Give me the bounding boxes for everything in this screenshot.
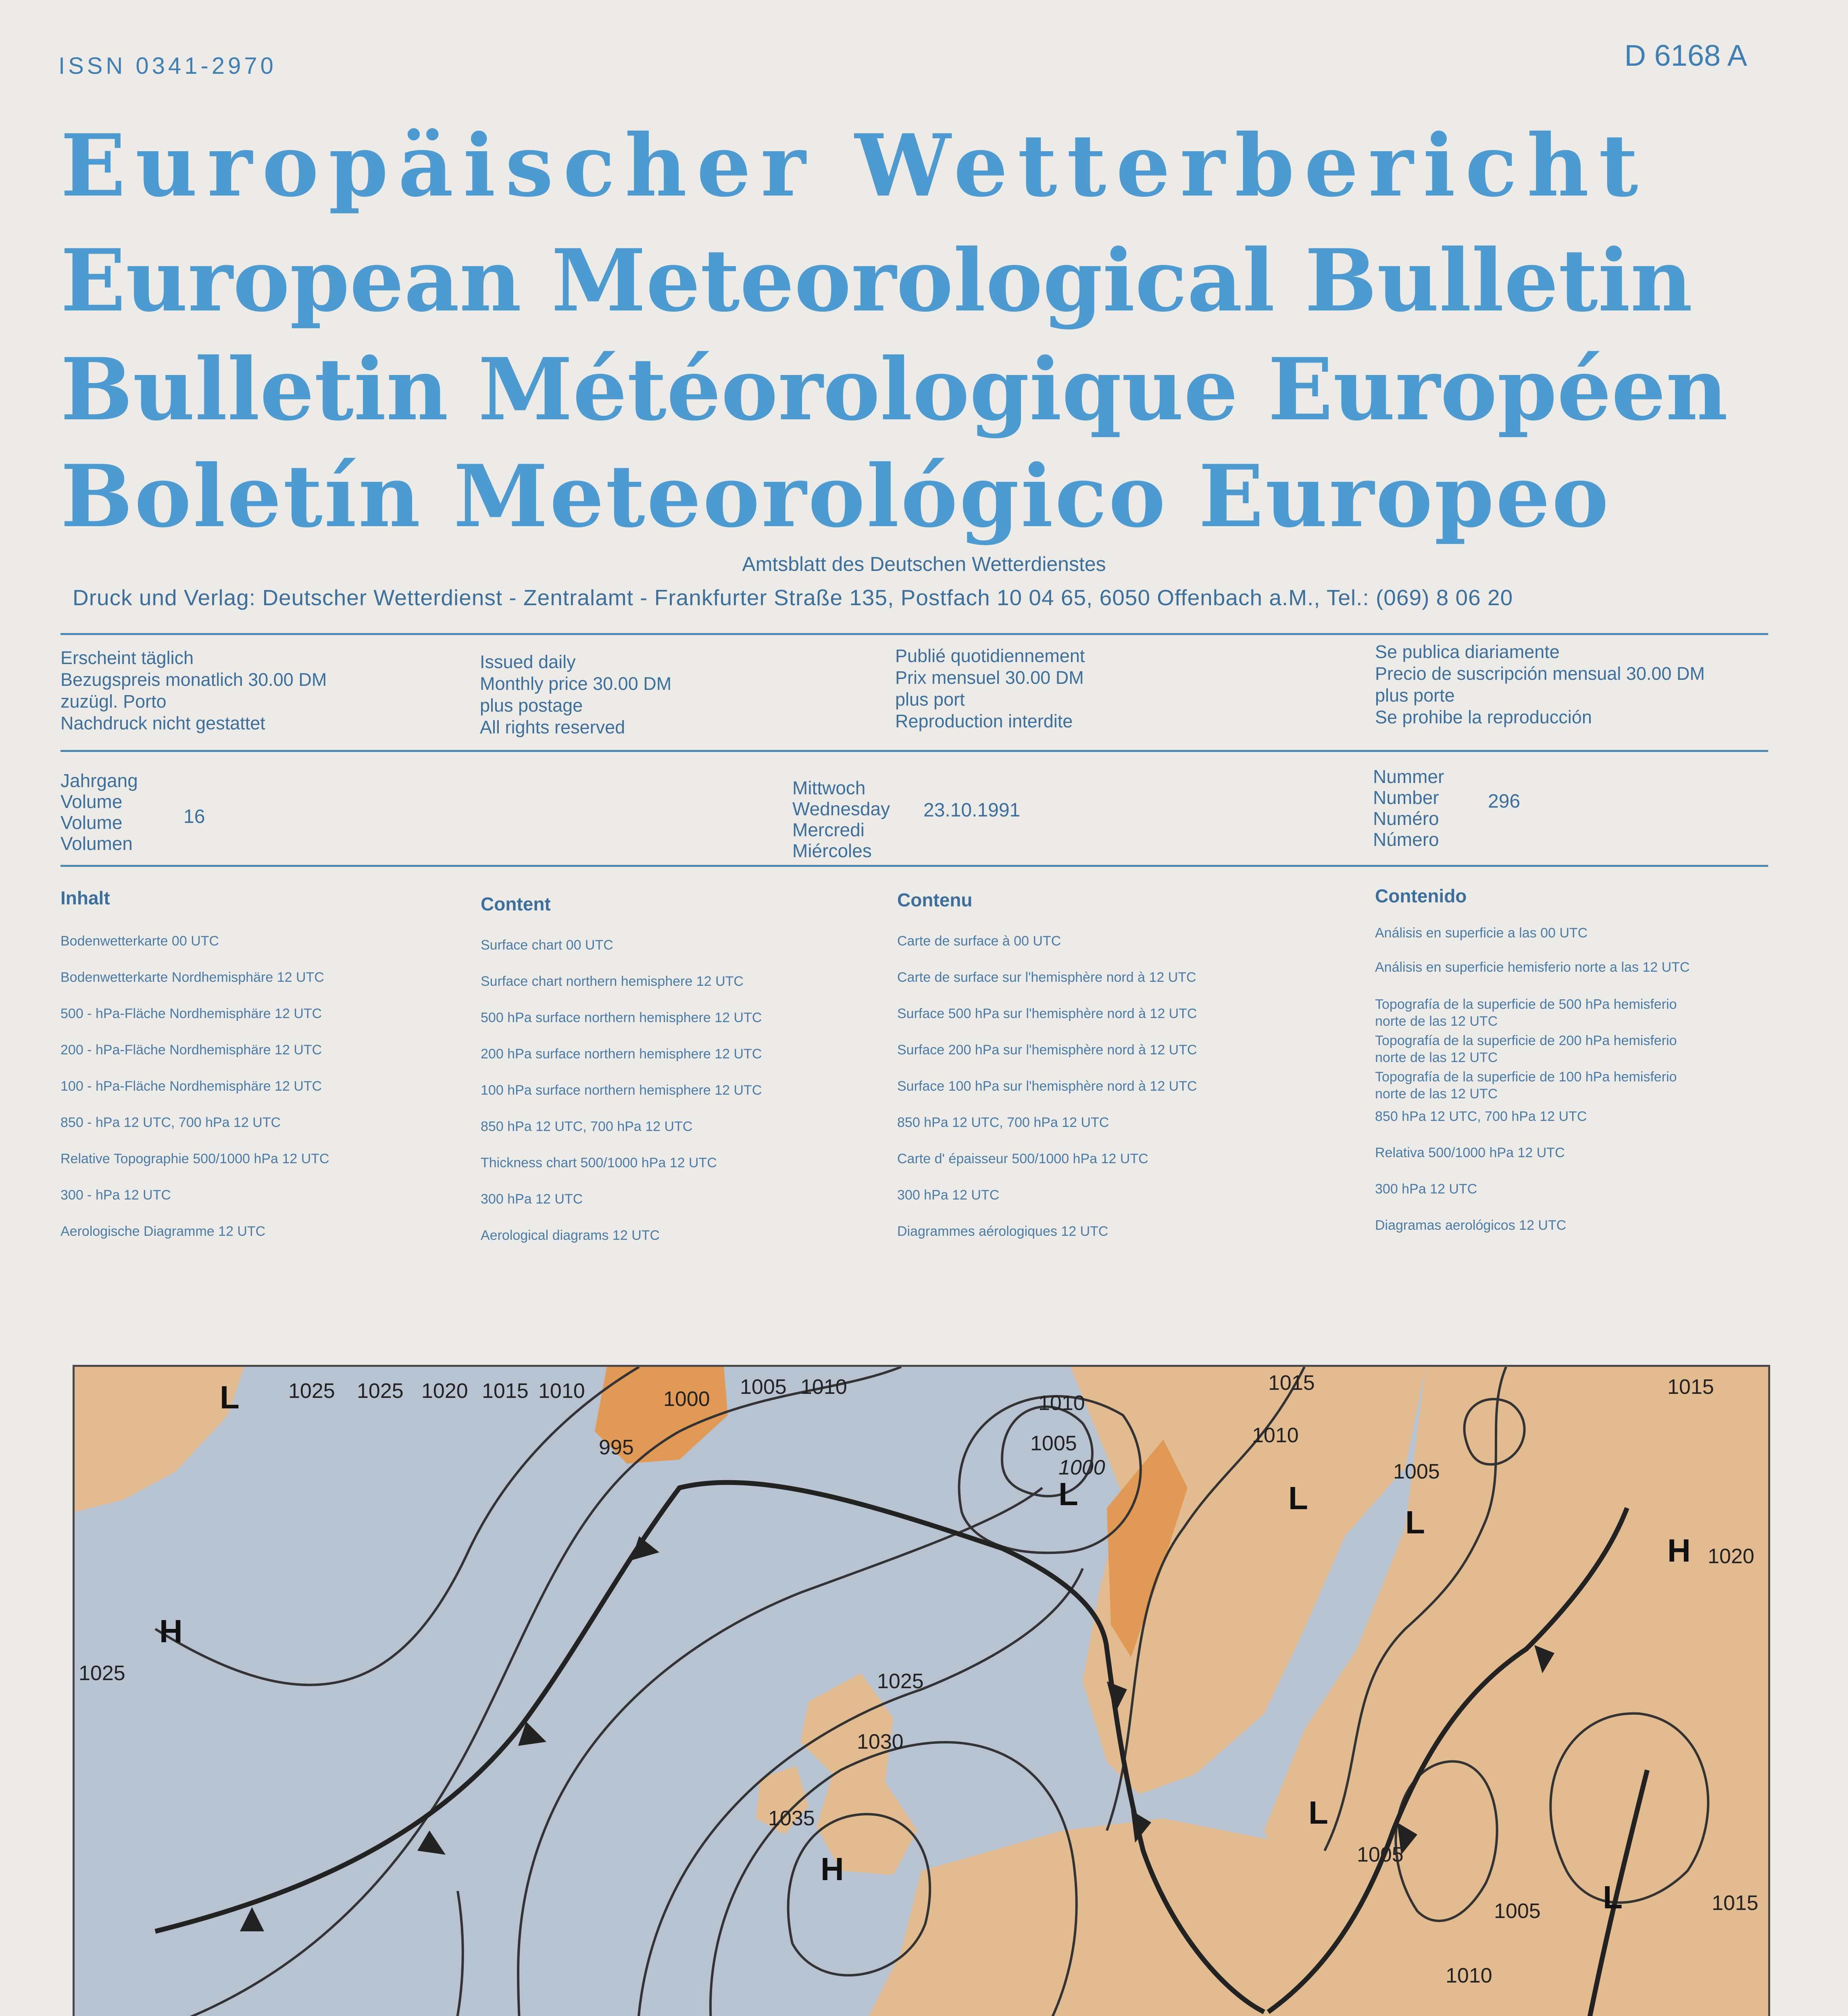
low-pressure-center: L <box>1288 1480 1308 1516</box>
toc-item: Carte de surface à 00 UTC <box>897 933 1061 949</box>
subscription-line: plus port <box>895 689 965 710</box>
day-label: Wednesday <box>792 798 890 819</box>
volume-label: Volume <box>60 791 123 812</box>
toc-item: Bodenwetterkarte Nordhemisphäre 12 UTC <box>60 970 324 985</box>
toc-item: 300 - hPa 12 UTC <box>60 1187 171 1203</box>
subscription-line: Se prohibe la reproducción <box>1375 707 1592 727</box>
isobar-label: 1000 <box>1058 1456 1105 1479</box>
contents-heading: Contenu <box>897 889 973 910</box>
toc-item: Relative Topographie 500/1000 hPa 12 UTC <box>60 1151 329 1166</box>
isobar-label: 1015 <box>1268 1371 1315 1395</box>
toc-item: 100 - hPa-Fläche Nordhemisphäre 12 UTC <box>60 1079 322 1094</box>
number-label: Number <box>1373 787 1439 808</box>
isobar-label: 1035 <box>768 1807 815 1830</box>
isobar-label: 1025 <box>79 1662 125 1685</box>
subscription-line: Nachdruck nicht gestattet <box>60 713 265 733</box>
amtsblatt-line: Amtsblatt des Deutschen Wetterdienstes <box>742 553 1106 575</box>
subscription-line: Precio de suscripción mensual 30.00 DM <box>1375 663 1705 684</box>
subscription-line: Bezugspreis monatlich 30.00 DM <box>60 669 327 690</box>
isobar-label: 1025 <box>357 1379 404 1403</box>
contents-heading: Contenido <box>1375 885 1467 906</box>
isobar-label: 1005 <box>1494 1899 1541 1923</box>
toc-item: Surface 100 hPa sur l'hemisphère nord à 12 UTC <box>897 1079 1197 1094</box>
subscription-fr <box>895 645 1085 732</box>
toc-item: Relativa 500/1000 hPa 12 UTC <box>1375 1145 1565 1160</box>
isobar-label: 1015 <box>1712 1891 1758 1915</box>
volume-value: 16 <box>183 806 205 827</box>
low-pressure-center: L <box>1603 1879 1623 1915</box>
isobar-label: 1025 <box>288 1379 335 1403</box>
title-spanish: Boletín Meteorológico Europeo <box>60 446 1610 546</box>
title-french: Bulletin Météorologique Européen <box>60 339 1728 439</box>
day-label: Mittwoch <box>792 777 866 798</box>
toc-item: 100 hPa surface northern hemisphere 12 UTC <box>481 1083 762 1098</box>
toc-item: 200 hPa surface northern hemisphere 12 UTC <box>481 1046 762 1062</box>
surface-chart-map <box>73 1365 1770 2016</box>
contents-heading: Content <box>481 893 551 914</box>
high-pressure-center: H <box>159 1613 183 1649</box>
divider <box>60 865 1768 867</box>
subscription-line: Issued daily <box>480 652 576 672</box>
isobar-label: 1005 <box>1393 1460 1440 1483</box>
subscription-line: zuzügl. Porto <box>60 691 167 712</box>
document-number: D 6168 A <box>1624 39 1747 72</box>
subscription-line: plus postage <box>480 695 583 716</box>
day-label: Mercredi <box>792 819 865 840</box>
subscription-line: Publié quotidiennement <box>895 646 1085 666</box>
contents-es <box>1375 885 1690 1233</box>
toc-item: 300 hPa 12 UTC <box>481 1191 583 1207</box>
isobar-label: 1015 <box>482 1379 529 1403</box>
low-pressure-center: L <box>220 1379 240 1415</box>
toc-item: Topografía de la superficie de 200 hPa hemisferio norte de las 12 UTC <box>1375 1033 1677 1065</box>
issue-date: 23.10.1991 <box>923 800 1021 821</box>
toc-item: Aerological diagrams 12 UTC <box>481 1228 660 1243</box>
toc-item: Surface 500 hPa sur l'hemisphère nord à 12 UTC <box>897 1006 1197 1021</box>
subscription-line: plus porte <box>1375 685 1455 706</box>
isobar-label: 1025 <box>877 1670 924 1693</box>
isobar-label: 1005 <box>1357 1843 1404 1866</box>
subscription-es <box>1375 641 1705 728</box>
contents-de <box>60 887 329 1239</box>
toc-item: 850 hPa 12 UTC, 700 hPa 12 UTC <box>1375 1109 1587 1124</box>
subscription-line: Erscheint täglich <box>60 648 194 668</box>
toc-item: 500 - hPa-Fläche Nordhemisphäre 12 UTC <box>60 1006 322 1021</box>
toc-item: Análisis en superficie hemisferio norte a las 12 UTC <box>1375 960 1690 975</box>
isobar-label: 1000 <box>663 1387 710 1411</box>
isobar-label: 1010 <box>1446 1964 1492 1987</box>
volume-label: Volume <box>60 812 123 833</box>
subscription-line: All rights reserved <box>480 717 625 737</box>
toc-item: Bodenwetterkarte 00 UTC <box>60 933 219 949</box>
number-label: Número <box>1373 829 1439 850</box>
contents-en <box>481 893 762 1243</box>
volume-label: Jahrgang <box>60 770 138 791</box>
toc-item: Carte d' épaisseur 500/1000 hPa 12 UTC <box>897 1151 1148 1166</box>
toc-item: Thickness chart 500/1000 hPa 12 UTC <box>481 1155 717 1170</box>
subscription-line: Prix mensuel 30.00 DM <box>895 667 1084 688</box>
toc-item: Surface chart northern hemisphere 12 UTC <box>481 974 744 989</box>
toc-item: 850 hPa 12 UTC, 700 hPa 12 UTC <box>481 1119 693 1134</box>
toc-item: 300 hPa 12 UTC <box>897 1187 1000 1203</box>
toc-item: Surface 200 hPa sur l'hemisphère nord à 12 UTC <box>897 1042 1197 1058</box>
high-pressure-center: H <box>821 1851 844 1887</box>
subscription-de <box>60 647 327 734</box>
divider <box>60 750 1768 752</box>
toc-item: Topografía de la superficie de 500 hPa hemisferio norte de las 12 UTC <box>1375 997 1677 1029</box>
contents-heading: Inhalt <box>60 887 110 908</box>
divider <box>60 633 1768 635</box>
isobar-label: 1015 <box>1667 1375 1714 1399</box>
isobar-label: 1005 <box>1030 1432 1077 1455</box>
low-pressure-center: L <box>1058 1476 1078 1512</box>
subscription-en <box>480 651 671 738</box>
isobar-label: 1010 <box>800 1375 847 1399</box>
high-pressure-center: H <box>1667 1533 1691 1568</box>
number-label: Numéro <box>1373 808 1439 829</box>
toc-item: Diagrammes aérologiques 12 UTC <box>897 1224 1108 1239</box>
isobar-label: 1030 <box>857 1730 904 1754</box>
toc-item: 300 hPa 12 UTC <box>1375 1181 1477 1197</box>
number-label: Nummer <box>1373 766 1444 787</box>
title-german: Europäischer Wetterbericht <box>60 115 1648 216</box>
issn-number: ISSN 0341-2970 <box>58 53 277 79</box>
toc-item: Surface chart 00 UTC <box>481 937 613 953</box>
publisher-line: Druck und Verlag: Deutscher Wetterdienst - Zentralamt - Frankfurter Straße 135, Postfach 10 04 65, 6050 Offenbach a.M., Tel.: (069) 8 06 20 <box>73 585 1513 610</box>
volume-label: Volumen <box>60 833 133 854</box>
isobar-label: 1020 <box>421 1379 468 1403</box>
toc-item: Topografía de la superficie de 100 hPa hemisferio norte de las 12 UTC <box>1375 1069 1677 1102</box>
toc-item: 850 hPa 12 UTC, 700 hPa 12 UTC <box>897 1115 1109 1130</box>
issue-number: 296 <box>1488 791 1521 812</box>
isobar-label: 1005 <box>740 1375 787 1399</box>
volume-labels <box>60 770 138 854</box>
low-pressure-center: L <box>1308 1795 1328 1831</box>
number-labels <box>1373 766 1444 850</box>
subscription-line: Monthly price 30.00 DM <box>480 673 672 694</box>
toc-item: Análisis en superficie a las 00 UTC <box>1375 925 1588 941</box>
toc-item: 850 - hPa 12 UTC, 700 hPa 12 UTC <box>60 1115 281 1130</box>
subscription-line: Se publica diariamente <box>1375 641 1560 662</box>
title-english: European Meteorological Bulletin <box>60 230 1693 331</box>
toc-item: 500 hPa surface northern hemisphere 12 UTC <box>481 1010 762 1025</box>
isobar-label: 1020 <box>1708 1545 1754 1568</box>
toc-item: Aerologische Diagramme 12 UTC <box>60 1224 266 1239</box>
isobar-label: 1010 <box>1038 1391 1085 1415</box>
isobar-label: 995 <box>599 1436 634 1459</box>
isobar-label: 1010 <box>538 1379 585 1403</box>
contents-fr <box>897 889 1197 1239</box>
subscription-line: Reproduction interdite <box>895 711 1073 731</box>
toc-item: Carte de surface sur l'hemisphère nord à 12 UTC <box>897 970 1196 985</box>
toc-item: Diagramas aerológicos 12 UTC <box>1375 1218 1567 1233</box>
day-labels <box>792 777 890 861</box>
toc-item: 200 - hPa-Fläche Nordhemisphäre 12 UTC <box>60 1042 322 1058</box>
low-pressure-center: L <box>1405 1504 1425 1540</box>
isobar-label: 1010 <box>1252 1424 1299 1447</box>
day-label: Miércoles <box>792 840 872 861</box>
